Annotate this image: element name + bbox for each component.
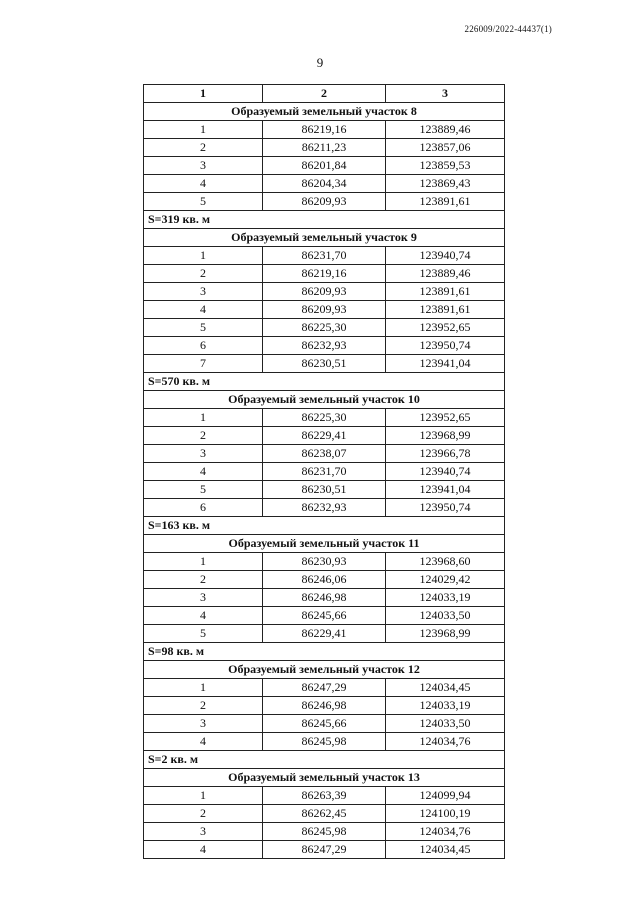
page-number: 9 xyxy=(316,55,324,70)
section-title: Образуемый земельный участок 11 xyxy=(144,535,505,553)
y-coordinate: 123952,65 xyxy=(386,319,505,337)
area-row xyxy=(144,643,505,661)
x-coordinate: 86209,93 xyxy=(263,301,386,319)
area-row xyxy=(144,373,505,391)
point-number: 5 xyxy=(144,193,263,211)
y-coordinate: 123940,74 xyxy=(386,247,505,265)
point-number: 2 xyxy=(144,265,263,283)
point-number: 4 xyxy=(144,841,263,859)
table-row xyxy=(144,733,505,751)
y-coordinate: 123950,74 xyxy=(386,499,505,517)
y-coordinate: 124100,19 xyxy=(386,805,505,823)
table-row xyxy=(144,607,505,625)
x-coordinate: 86232,93 xyxy=(263,337,386,355)
area-row xyxy=(144,517,505,535)
table-row xyxy=(144,247,505,265)
section-row xyxy=(144,769,505,787)
point-number: 4 xyxy=(144,733,263,751)
x-coordinate: 86201,84 xyxy=(263,157,386,175)
table-row xyxy=(144,715,505,733)
table-row xyxy=(144,175,505,193)
point-number: 6 xyxy=(144,499,263,517)
x-coordinate: 86246,98 xyxy=(263,589,386,607)
y-coordinate: 123889,46 xyxy=(386,265,505,283)
table-row xyxy=(144,193,505,211)
y-coordinate: 123968,99 xyxy=(386,427,505,445)
point-number: 4 xyxy=(144,175,263,193)
y-coordinate: 123889,46 xyxy=(386,121,505,139)
section-title: Образуемый земельный участок 8 xyxy=(144,103,505,121)
y-coordinate: 123968,99 xyxy=(386,625,505,643)
point-number: 1 xyxy=(144,409,263,427)
section-title: Образуемый земельный участок 10 xyxy=(144,391,505,409)
x-coordinate: 86247,29 xyxy=(263,841,386,859)
section-title: Образуемый земельный участок 12 xyxy=(144,661,505,679)
column-header: 3 xyxy=(386,85,505,103)
y-coordinate: 124033,19 xyxy=(386,589,505,607)
point-number: 3 xyxy=(144,445,263,463)
y-coordinate: 123940,74 xyxy=(386,463,505,481)
y-coordinate: 123891,61 xyxy=(386,283,505,301)
x-coordinate: 86262,45 xyxy=(263,805,386,823)
x-coordinate: 86246,98 xyxy=(263,697,386,715)
point-number: 2 xyxy=(144,427,263,445)
x-coordinate: 86229,41 xyxy=(263,427,386,445)
x-coordinate: 86245,66 xyxy=(263,607,386,625)
table-row xyxy=(144,427,505,445)
x-coordinate: 86263,39 xyxy=(263,787,386,805)
area-row xyxy=(144,751,505,769)
section-row xyxy=(144,103,505,121)
table-row xyxy=(144,679,505,697)
point-number: 5 xyxy=(144,625,263,643)
x-coordinate: 86230,93 xyxy=(263,553,386,571)
y-coordinate: 123950,74 xyxy=(386,337,505,355)
point-number: 5 xyxy=(144,481,263,499)
table-row xyxy=(144,571,505,589)
x-coordinate: 86232,93 xyxy=(263,499,386,517)
x-coordinate: 86246,06 xyxy=(263,571,386,589)
y-coordinate: 123857,06 xyxy=(386,139,505,157)
x-coordinate: 86204,34 xyxy=(263,175,386,193)
table-header-row xyxy=(144,85,505,103)
point-number: 3 xyxy=(144,823,263,841)
x-coordinate: 86209,93 xyxy=(263,193,386,211)
table-row xyxy=(144,265,505,283)
table-row xyxy=(144,823,505,841)
point-number: 2 xyxy=(144,697,263,715)
table-row xyxy=(144,121,505,139)
x-coordinate: 86230,51 xyxy=(263,481,386,499)
table-row xyxy=(144,841,505,859)
point-number: 2 xyxy=(144,805,263,823)
table-row xyxy=(144,409,505,427)
x-coordinate: 86225,30 xyxy=(263,409,386,427)
table-row xyxy=(144,553,505,571)
area-value: S=570 кв. м xyxy=(144,373,505,391)
section-row xyxy=(144,229,505,247)
point-number: 1 xyxy=(144,553,263,571)
y-coordinate: 124034,45 xyxy=(386,679,505,697)
point-number: 4 xyxy=(144,301,263,319)
y-coordinate: 123966,78 xyxy=(386,445,505,463)
table-row xyxy=(144,445,505,463)
y-coordinate: 124033,19 xyxy=(386,697,505,715)
table-row xyxy=(144,139,505,157)
point-number: 1 xyxy=(144,787,263,805)
point-number: 5 xyxy=(144,319,263,337)
x-coordinate: 86230,51 xyxy=(263,355,386,373)
y-coordinate: 123968,60 xyxy=(386,553,505,571)
x-coordinate: 86211,23 xyxy=(263,139,386,157)
table-row xyxy=(144,463,505,481)
point-number: 2 xyxy=(144,139,263,157)
y-coordinate: 123869,43 xyxy=(386,175,505,193)
x-coordinate: 86245,66 xyxy=(263,715,386,733)
point-number: 1 xyxy=(144,679,263,697)
x-coordinate: 86238,07 xyxy=(263,445,386,463)
table-row xyxy=(144,337,505,355)
table-body xyxy=(144,103,505,859)
x-coordinate: 86247,29 xyxy=(263,679,386,697)
table-row xyxy=(144,157,505,175)
table-row xyxy=(144,589,505,607)
y-coordinate: 124034,76 xyxy=(386,733,505,751)
section-title: Образуемый земельный участок 13 xyxy=(144,769,505,787)
point-number: 3 xyxy=(144,589,263,607)
x-coordinate: 86231,70 xyxy=(263,463,386,481)
x-coordinate: 86231,70 xyxy=(263,247,386,265)
column-header: 2 xyxy=(263,85,386,103)
x-coordinate: 86209,93 xyxy=(263,283,386,301)
table-row xyxy=(144,805,505,823)
point-number: 4 xyxy=(144,607,263,625)
table-row xyxy=(144,625,505,643)
y-coordinate: 124034,76 xyxy=(386,823,505,841)
y-coordinate: 123941,04 xyxy=(386,481,505,499)
section-row xyxy=(144,391,505,409)
coordinates-table xyxy=(143,84,505,859)
table-row xyxy=(144,481,505,499)
section-row xyxy=(144,535,505,553)
point-number: 2 xyxy=(144,571,263,589)
table-row xyxy=(144,499,505,517)
y-coordinate: 123941,04 xyxy=(386,355,505,373)
section-title: Образуемый земельный участок 9 xyxy=(144,229,505,247)
x-coordinate: 86225,30 xyxy=(263,319,386,337)
point-number: 1 xyxy=(144,247,263,265)
x-coordinate: 86219,16 xyxy=(263,121,386,139)
y-coordinate: 124033,50 xyxy=(386,607,505,625)
y-coordinate: 124034,45 xyxy=(386,841,505,859)
point-number: 3 xyxy=(144,715,263,733)
document-id: 226009/2022-44437(1) xyxy=(464,24,552,34)
area-row xyxy=(144,211,505,229)
table-row xyxy=(144,697,505,715)
table-row xyxy=(144,319,505,337)
section-row xyxy=(144,661,505,679)
point-number: 3 xyxy=(144,283,263,301)
area-value: S=2 кв. м xyxy=(144,751,505,769)
point-number: 3 xyxy=(144,157,263,175)
point-number: 1 xyxy=(144,121,263,139)
point-number: 4 xyxy=(144,463,263,481)
x-coordinate: 86219,16 xyxy=(263,265,386,283)
y-coordinate: 123952,65 xyxy=(386,409,505,427)
y-coordinate: 123859,53 xyxy=(386,157,505,175)
point-number: 6 xyxy=(144,337,263,355)
point-number: 7 xyxy=(144,355,263,373)
y-coordinate: 123891,61 xyxy=(386,301,505,319)
table-row xyxy=(144,787,505,805)
x-coordinate: 86245,98 xyxy=(263,823,386,841)
y-coordinate: 124033,50 xyxy=(386,715,505,733)
y-coordinate: 124099,94 xyxy=(386,787,505,805)
table-row xyxy=(144,301,505,319)
table-row xyxy=(144,355,505,373)
y-coordinate: 123891,61 xyxy=(386,193,505,211)
area-value: S=98 кв. м xyxy=(144,643,505,661)
x-coordinate: 86245,98 xyxy=(263,733,386,751)
column-header: 1 xyxy=(144,85,263,103)
y-coordinate: 124029,42 xyxy=(386,571,505,589)
table-row xyxy=(144,283,505,301)
area-value: S=319 кв. м xyxy=(144,211,505,229)
x-coordinate: 86229,41 xyxy=(263,625,386,643)
area-value: S=163 кв. м xyxy=(144,517,505,535)
